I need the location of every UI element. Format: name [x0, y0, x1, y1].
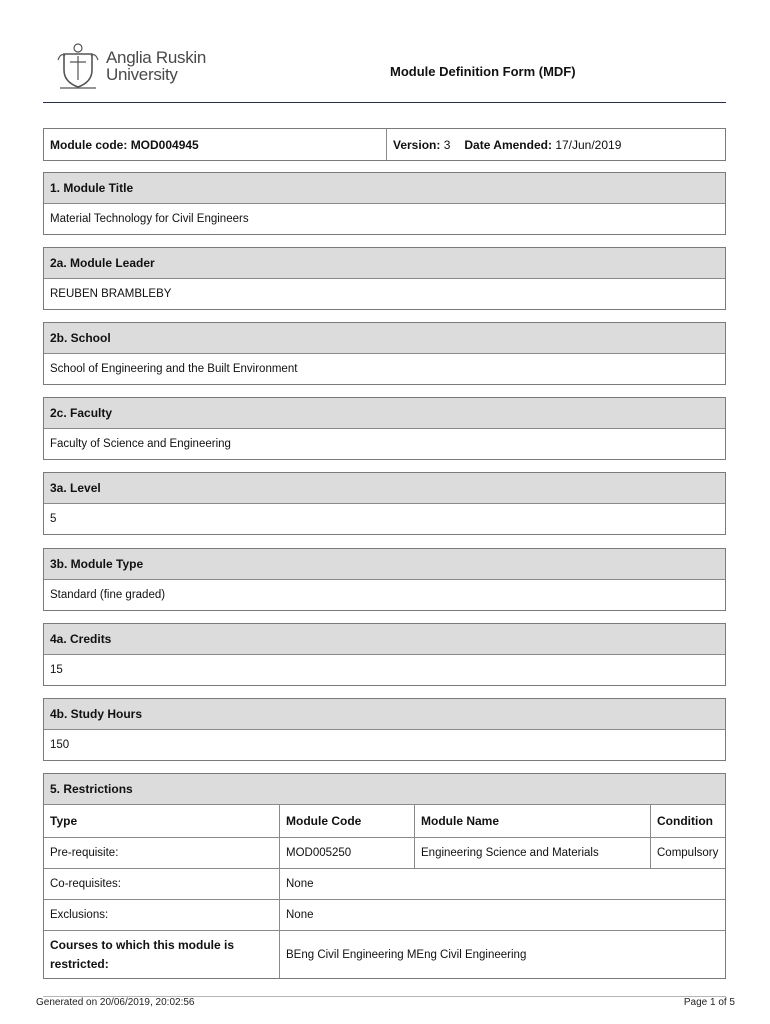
- section-restrictions: [43, 773, 726, 979]
- table-row: [44, 868, 725, 899]
- restriction-type: Exclusions:: [50, 909, 109, 921]
- section-level: [43, 472, 726, 535]
- column-header: Condition: [650, 805, 725, 837]
- university-logo: [56, 40, 226, 90]
- section-module-type: [43, 548, 726, 611]
- university-name: Anglia Ruskin University: [106, 48, 207, 84]
- restriction-type: Courses to which this module is restricted:: [50, 938, 235, 971]
- section-value: 15: [50, 664, 63, 676]
- page-number: Page 1 of 5: [683, 997, 735, 1008]
- section-heading: 3a. Level: [44, 473, 725, 504]
- restriction-name: Engineering Science and Materials: [414, 838, 650, 868]
- restrictions-header-row: [44, 805, 725, 837]
- column-header: Type: [50, 814, 78, 828]
- restriction-type: Pre-requisite:: [50, 847, 119, 859]
- restriction-code: MOD005250: [279, 838, 414, 868]
- section-value: Faculty of Science and Engineering: [50, 438, 231, 450]
- restriction-condition: Compulsory: [650, 838, 725, 868]
- table-row: [44, 930, 725, 978]
- section-heading: 2b. School: [44, 323, 725, 354]
- section-heading: 2a. Module Leader: [44, 248, 725, 279]
- section-heading: 2c. Faculty: [44, 398, 725, 429]
- section-value: REUBEN BRAMBLEBY: [50, 288, 172, 300]
- section-credits: [43, 623, 726, 686]
- section-module-title: [43, 172, 726, 235]
- section-heading: 3b. Module Type: [44, 549, 725, 580]
- table-row: [44, 899, 725, 930]
- section-heading: 4b. Study Hours: [44, 699, 725, 730]
- section-heading: 1. Module Title: [44, 173, 725, 204]
- restriction-value: None: [279, 869, 725, 899]
- section-value: 5: [50, 513, 57, 525]
- generated-timestamp: Generated on 20/06/2019, 20:02:56: [36, 997, 195, 1008]
- restriction-value: None: [279, 900, 725, 930]
- version-date: Version: 3 Date Amended: 17/Jun/2019: [386, 129, 725, 160]
- section-value: Standard (fine graded): [50, 589, 166, 601]
- module-code: Module code: MOD004945: [50, 137, 199, 152]
- section-value: Material Technology for Civil Engineers: [50, 213, 249, 225]
- section-value: School of Engineering and the Built Environment: [50, 363, 298, 375]
- section-module-leader: [43, 247, 726, 310]
- section-school: [43, 322, 726, 385]
- section-faculty: [43, 397, 726, 460]
- header-divider: [43, 102, 726, 103]
- section-study-hours: [43, 698, 726, 761]
- section-heading: 5. Restrictions: [44, 774, 725, 805]
- section-heading: 4a. Credits: [44, 624, 725, 655]
- restriction-type: Co-requisites:: [50, 878, 121, 890]
- crest-icon: [56, 40, 100, 90]
- module-code-box: [43, 128, 726, 161]
- restriction-value: BEng Civil Engineering MEng Civil Engineering: [279, 931, 725, 978]
- section-value: 150: [50, 739, 70, 751]
- table-row: [44, 837, 725, 868]
- column-header: Module Code: [279, 805, 414, 837]
- column-header: Module Name: [414, 805, 650, 837]
- form-title: Module Definition Form (MDF): [390, 64, 576, 79]
